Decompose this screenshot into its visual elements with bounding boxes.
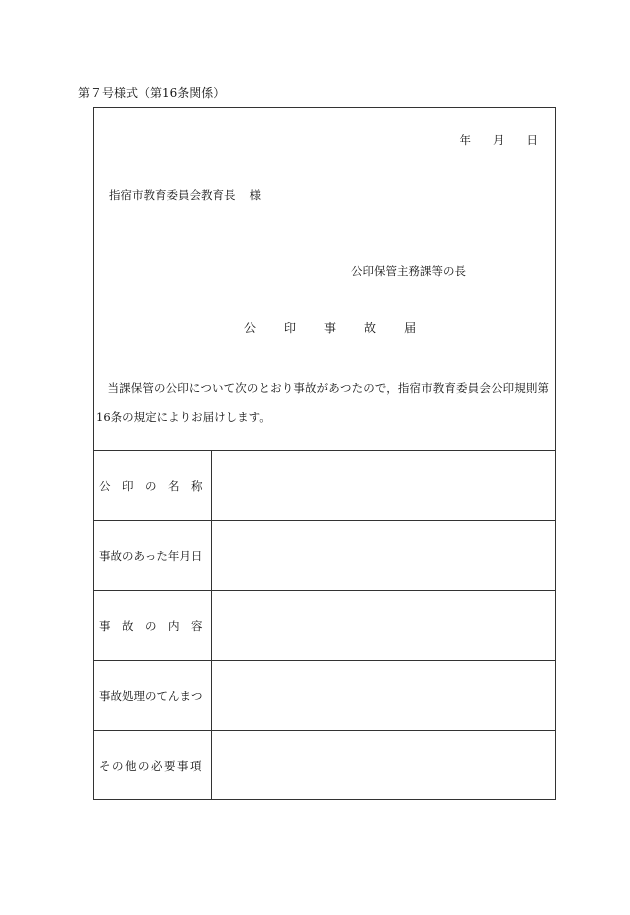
date-year-label: 年 [459,133,471,147]
table-row [94,521,555,591]
title-char: 届 [404,321,417,335]
title-char: 故 [364,321,377,335]
addressee [109,187,261,203]
row-label [94,521,212,590]
body-text: 当課保管の公印について次のとおり事故があつたので，指宿市教育委員会公印規則第16条の規定によりお届けします。 [96,381,549,424]
other-matters-field[interactable] [212,731,555,800]
date-month-label: 月 [493,133,505,147]
title-char: 事 [324,321,337,335]
table-row [94,591,555,661]
table-row [94,661,555,731]
table-row [94,731,555,800]
title-char: 公 [244,321,257,335]
seal-name-label: 公 印 の 名 称 [99,478,203,493]
notification-form [93,107,556,800]
other-matters-label: その他の必要事項 [99,758,203,773]
form-title [244,319,416,336]
row-label [94,451,212,520]
sender: 公印保管主務課等の長 [351,264,466,278]
row-label [94,591,212,660]
incident-details-field[interactable] [212,591,555,660]
details-table [94,450,555,799]
incident-details-label: 事 故 の 内 容 [99,618,203,633]
addressee-name: 指宿市教育委員会教育長 [109,188,236,202]
row-label [94,661,212,730]
table-row [94,451,555,521]
incident-date-label: 事故のあった年月日 [99,548,203,563]
title-char: 印 [284,321,297,335]
incident-handling-field[interactable] [212,661,555,730]
incident-handling-label: 事故処理のてんまつ [99,688,203,703]
incident-date-field[interactable] [212,521,555,590]
addressee-honorific: 様 [249,188,261,202]
date-line [460,132,539,148]
date-day-label: 日 [526,133,538,147]
form-number: 第７号様式（第16条関係） [78,86,226,100]
seal-name-field[interactable] [212,451,555,520]
row-label [94,731,212,800]
